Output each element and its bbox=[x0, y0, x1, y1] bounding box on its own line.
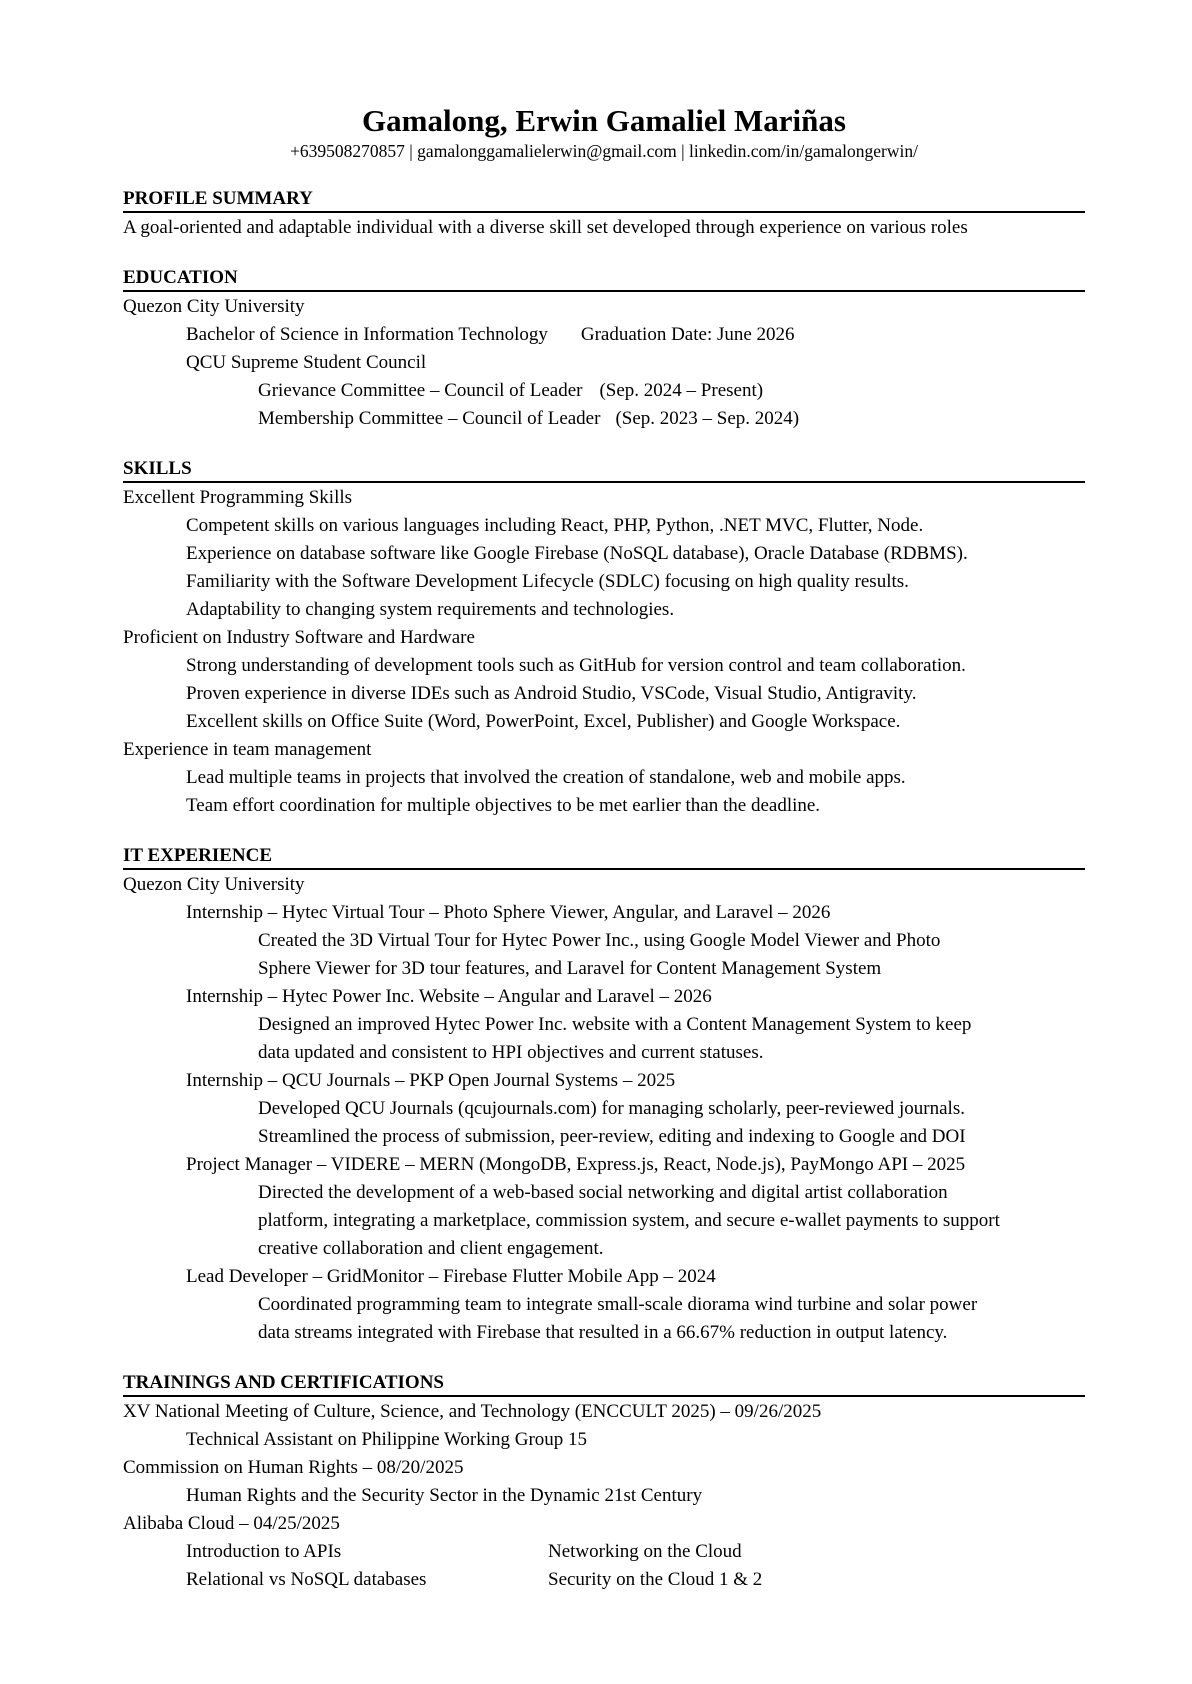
experience-detail: Coordinated programming team to integrate small-scale diorama wind turbine and solar power bbox=[258, 1294, 978, 1315]
training-heading: XV National Meeting of Culture, Science, and Technology (ENCCULT 2025) – 09/26/2025 bbox=[123, 1401, 822, 1422]
experience-heading: Internship – Hytec Virtual Tour – Photo Sphere Viewer, Angular, and Laravel – 2026 bbox=[186, 902, 831, 923]
experience-detail: Designed an improved Hytec Power Inc. website with a Content Management System to keep bbox=[258, 1014, 972, 1035]
training-courses-row bbox=[123, 1566, 1085, 1594]
experience-heading: Internship – QCU Journals – PKP Open Journal Systems – 2025 bbox=[186, 1070, 676, 1091]
section-trainings bbox=[123, 1371, 1085, 1594]
training-course: Networking on the Cloud bbox=[548, 1541, 742, 1562]
experience-detail: Sphere Viewer for 3D tour features, and Laravel for Content Management System bbox=[258, 958, 882, 979]
section-profile-summary bbox=[123, 187, 1085, 242]
skill-group-heading: Experience in team management bbox=[123, 739, 372, 760]
training-courses-row bbox=[123, 1538, 1085, 1566]
training-heading: Commission on Human Rights – 08/20/2025 bbox=[123, 1457, 464, 1478]
profile-text: A goal-oriented and adaptable individual with a diverse skill set developed through experience on various roles bbox=[123, 217, 968, 238]
education-role-title: Grievance Committee – Council of Leader bbox=[258, 380, 583, 401]
skill-item: Experience on database software like Google Firebase (NoSQL database), Oracle Database (RDBMS). bbox=[186, 543, 968, 564]
training-course: Security on the Cloud 1 & 2 bbox=[548, 1569, 763, 1590]
experience-detail: Streamlined the process of submission, peer-review, editing and indexing to Google and DOI bbox=[258, 1126, 966, 1147]
section-title-experience: IT EXPERIENCE bbox=[123, 844, 1085, 870]
education-role-title: Membership Committee – Council of Leader bbox=[258, 408, 601, 429]
education-role bbox=[123, 405, 1085, 433]
skill-item: Adaptability to changing system requirements and technologies. bbox=[186, 599, 675, 620]
experience-detail: Developed QCU Journals (qcujournals.com) for managing scholarly, peer-reviewed journals. bbox=[258, 1098, 965, 1119]
experience-heading: Lead Developer – GridMonitor – Firebase Flutter Mobile App – 2024 bbox=[186, 1266, 716, 1287]
section-title-skills: SKILLS bbox=[123, 457, 1085, 483]
experience-heading: Internship – Hytec Power Inc. Website – Angular and Laravel – 2026 bbox=[186, 986, 712, 1007]
experience-org: Quezon City University bbox=[123, 874, 305, 895]
section-education bbox=[123, 266, 1085, 433]
experience-heading: Project Manager – VIDERE – MERN (MongoDB, Express.js, React, Node.js), PayMongo API – 2025 bbox=[186, 1154, 966, 1175]
section-skills bbox=[123, 457, 1085, 820]
skill-item: Excellent skills on Office Suite (Word, PowerPoint, Excel, Publisher) and Google Workspace. bbox=[186, 711, 901, 732]
education-school: Quezon City University bbox=[123, 296, 305, 317]
education-role bbox=[123, 377, 1085, 405]
resume-header bbox=[123, 103, 1085, 162]
education-org: QCU Supreme Student Council bbox=[186, 352, 427, 373]
skill-item: Lead multiple teams in projects that involved the creation of standalone, web and mobile apps. bbox=[186, 767, 906, 788]
section-title-trainings: TRAININGS AND CERTIFICATIONS bbox=[123, 1371, 1085, 1397]
resume-document bbox=[123, 103, 1085, 1594]
contact-line: +639508270857 | gamalonggamalielerwin@gmail.com | linkedin.com/in/gamalongerwin/ bbox=[290, 141, 918, 161]
experience-detail: creative collaboration and client engagement. bbox=[258, 1238, 604, 1259]
training-course: Relational vs NoSQL databases bbox=[186, 1569, 427, 1590]
candidate-name: Gamalong, Erwin Gamaliel Mariñas bbox=[362, 103, 846, 138]
skill-item: Familiarity with the Software Development Lifecycle (SDLC) focusing on high quality results. bbox=[186, 571, 909, 592]
education-role-dates: (Sep. 2024 – Present) bbox=[599, 380, 764, 401]
section-title-profile: PROFILE SUMMARY bbox=[123, 187, 1085, 213]
skill-item: Competent skills on various languages including React, PHP, Python, .NET MVC, Flutter, Node. bbox=[186, 515, 924, 536]
training-heading: Alibaba Cloud – 04/25/2025 bbox=[123, 1513, 340, 1534]
training-detail: Technical Assistant on Philippine Working Group 15 bbox=[186, 1429, 588, 1450]
skill-item: Proven experience in diverse IDEs such as Android Studio, VSCode, Visual Studio, Antigravity. bbox=[186, 683, 917, 704]
education-graduation: Graduation Date: June 2026 bbox=[580, 324, 795, 345]
section-it-experience bbox=[123, 844, 1085, 1347]
skill-item: Team effort coordination for multiple objectives to be met earlier than the deadline. bbox=[186, 795, 821, 816]
skill-item: Strong understanding of development tools such as GitHub for version control and team collaboration. bbox=[186, 655, 966, 676]
experience-detail: Directed the development of a web-based social networking and digital artist collaboration bbox=[258, 1182, 948, 1203]
section-title-education: EDUCATION bbox=[123, 266, 1085, 292]
experience-detail: data updated and consistent to HPI objectives and current statuses. bbox=[258, 1042, 764, 1063]
experience-detail: Created the 3D Virtual Tour for Hytec Power Inc., using Google Model Viewer and Photo bbox=[258, 930, 941, 951]
training-course: Introduction to APIs bbox=[186, 1541, 342, 1562]
experience-detail: platform, integrating a marketplace, commission system, and secure e-wallet payments to support bbox=[258, 1210, 1000, 1231]
skill-group-heading: Proficient on Industry Software and Hardware bbox=[123, 627, 475, 648]
experience-detail: data streams integrated with Firebase that resulted in a 66.67% reduction in output latency. bbox=[258, 1322, 948, 1343]
education-degree-line bbox=[123, 321, 1085, 349]
skill-group-heading: Excellent Programming Skills bbox=[123, 487, 353, 508]
education-role-dates: (Sep. 2023 – Sep. 2024) bbox=[615, 408, 800, 429]
training-detail: Human Rights and the Security Sector in the Dynamic 21st Century bbox=[186, 1485, 703, 1506]
education-degree: Bachelor of Science in Information Technology bbox=[186, 324, 548, 345]
